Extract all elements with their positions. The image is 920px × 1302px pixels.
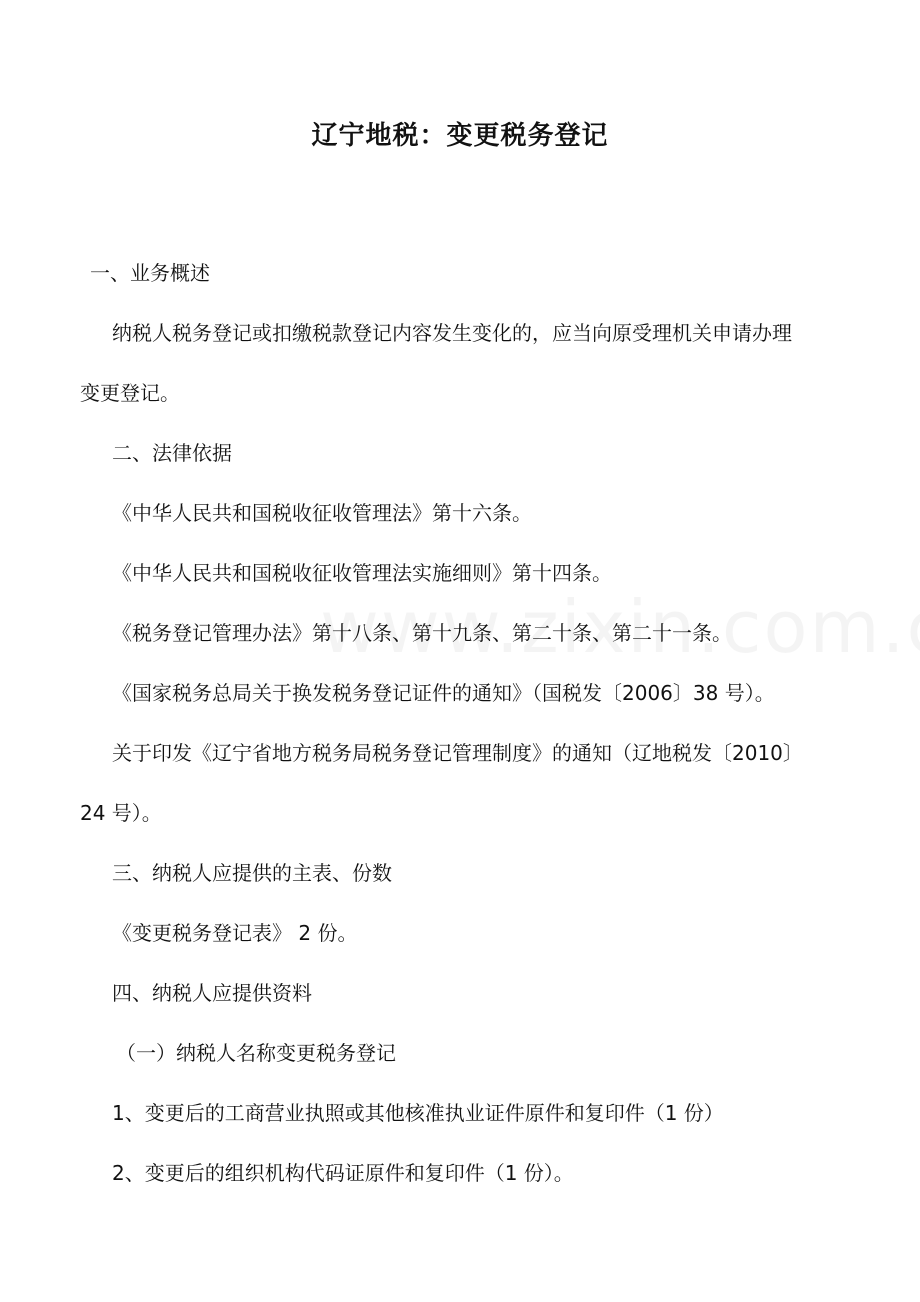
legal-basis-item-5-line-1: 关于印发《辽宁省地方税务局税务登记管理制度》的通知（辽地税发〔2010〕 [112,741,803,765]
subsection-heading-name-change: （一）纳税人名称变更税务登记 [116,1041,396,1065]
legal-basis-item-3: 《税务登记管理办法》第十八条、第十九条、第二十条、第二十一条。 [112,621,732,645]
paragraph-overview-line-1: 纳税人税务登记或扣缴税款登记内容发生变化的，应当向原受理机关申请办理 [112,321,792,345]
legal-basis-item-5-line-2: 24 号）。 [80,801,162,825]
section-heading-main-forms: 三、纳税人应提供的主表、份数 [112,861,392,885]
material-item-1: 1、变更后的工商营业执照或其他核准执业证件原件和复印件（1 份） [112,1101,724,1125]
section-heading-materials: 四、纳税人应提供资料 [112,981,312,1005]
section-heading-overview: 一、业务概述 [90,261,210,285]
paragraph-overview-line-2: 变更登记。 [80,381,180,405]
material-item-2: 2、变更后的组织机构代码证原件和复印件（1 份）。 [112,1161,574,1185]
legal-basis-item-2: 《中华人民共和国税收征收管理法实施细则》第十四条。 [112,561,612,585]
document-title: 辽宁地税：变更税务登记 [311,121,609,151]
section-heading-legal-basis: 二、法律依据 [112,441,232,465]
legal-basis-item-4: 《国家税务总局关于换发税务登记证件的通知》（国税发〔2006〕38 号）。 [112,681,775,705]
main-form-item: 《变更税务登记表》 2 份。 [112,921,358,945]
legal-basis-item-1: 《中华人民共和国税收征收管理法》第十六条。 [112,501,532,525]
